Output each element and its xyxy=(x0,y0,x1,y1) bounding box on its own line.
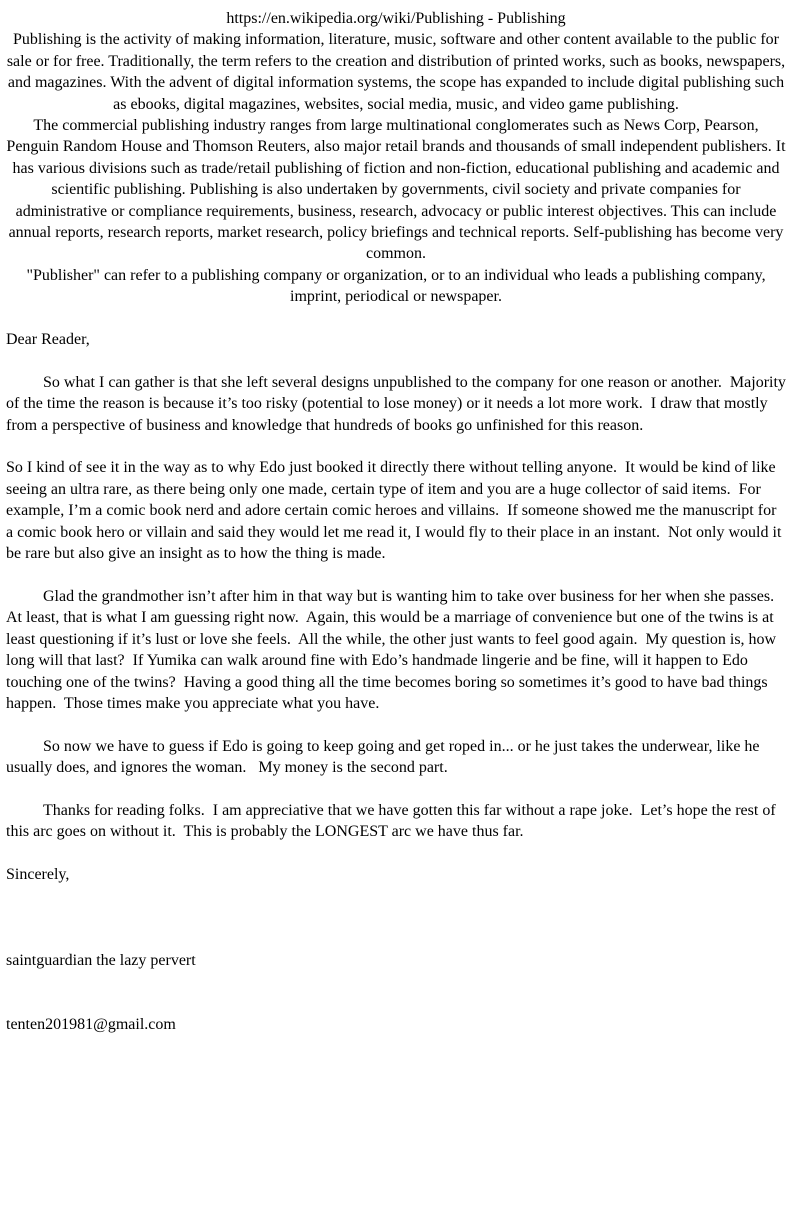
source-url-line: https://en.wikipedia.org/wiki/Publishing - Publishing xyxy=(226,10,566,27)
signature-name: saintguardian the lazy pervert xyxy=(6,951,196,969)
letter-paragraph: Glad the grandmother isn’t after him in that way but is wanting him to take over business for her when she passes. At least, that is what I am guessing right now. Again, this would be a marriage of convenience but one of the twins is at least questioning if it’s lust or love she feels. All the while, the other just wants to feel good again. My question is, how long will that last? If Yumika can walk around fine with Edo’s handmade lingerie and be fine, will it happen to Edo touching one of the twins? Having a good thing all the time becomes boring so sometimes it’s good to have bad things happen. Those times make you appreciate what you have. xyxy=(6,587,782,712)
wiki-excerpt-block xyxy=(6,8,790,308)
letter-paragraph: So what I can gather is that she left several designs unpublished to the company for one reason or another. Majority of the time the reason is because it’s too risky (potential to lose money) or it needs a lot more work. I draw that mostly from a perspective of business and knowledge that hundreds of books go unfinished for this reason. xyxy=(6,373,790,434)
wiki-paragraph: "Publisher" can refer to a publishing company or organization, or to an individual who leads a publishing company, imprint, periodical or newspaper. xyxy=(26,266,770,306)
salutation: Dear Reader, xyxy=(6,331,90,349)
letter-paragraph: So now we have to guess if Edo is going to keep going and get roped in... or he just takes the underwear, like he usually does, and ignores the woman. My money is the second part. xyxy=(6,737,764,777)
wiki-paragraph: Publishing is the activity of making information, literature, music, software and other content available to the public for sale or for free. Traditionally, the term refers to the creation and distribution of printed works, such as books, newspapers, and magazines. With the advent of digital information systems, the scope has expanded to include digital publishing such as ebooks, digital magazines, websites, social media, music, and video game publishing. xyxy=(6,31,790,113)
letter-paragraph: So I kind of see it in the way as to why Edo just booked it directly there without telling anyone. It would be kind of like seeing an ultra rare, as there being only one made, certain type of item and you are a huge collector of said items. For example, I’m a comic book nerd and adore certain comic heroes and villains. If someone showed me the manuscript for a comic book hero or villain and said they would let me read it, I would fly to their place in an instant. Not only would it be rare but also give an insight as to how the thing is made. xyxy=(6,459,786,563)
letter-paragraph: Thanks for reading folks. I am appreciative that we have gotten this far without a rape joke. Let’s hope the rest of this arc goes on without it. This is probably the LONGEST arc we have thus far. xyxy=(6,801,780,841)
signature-block xyxy=(6,907,786,1078)
closing: Sincerely, xyxy=(6,866,70,884)
letter-body xyxy=(6,329,790,1078)
wiki-paragraph: The commercial publishing industry ranges from large multinational conglomerates such as News Corp, Pearson, Penguin Random House and Thomson Reuters, also major retail brands and thousands of small independent publishers. It has various divisions such as trade/retail publishing of fiction and non-fiction, educational publishing and academic and scientific publishing. Publishing is also undertaken by governments, civil society and private companies for administrative or compliance requirements, business, research, advocacy or public interest objectives. This can include annual reports, research reports, market research, policy briefings and technical reports. Self-publishing has become very common. xyxy=(6,117,790,263)
signature-email: tenten201981@gmail.com xyxy=(6,1015,176,1033)
